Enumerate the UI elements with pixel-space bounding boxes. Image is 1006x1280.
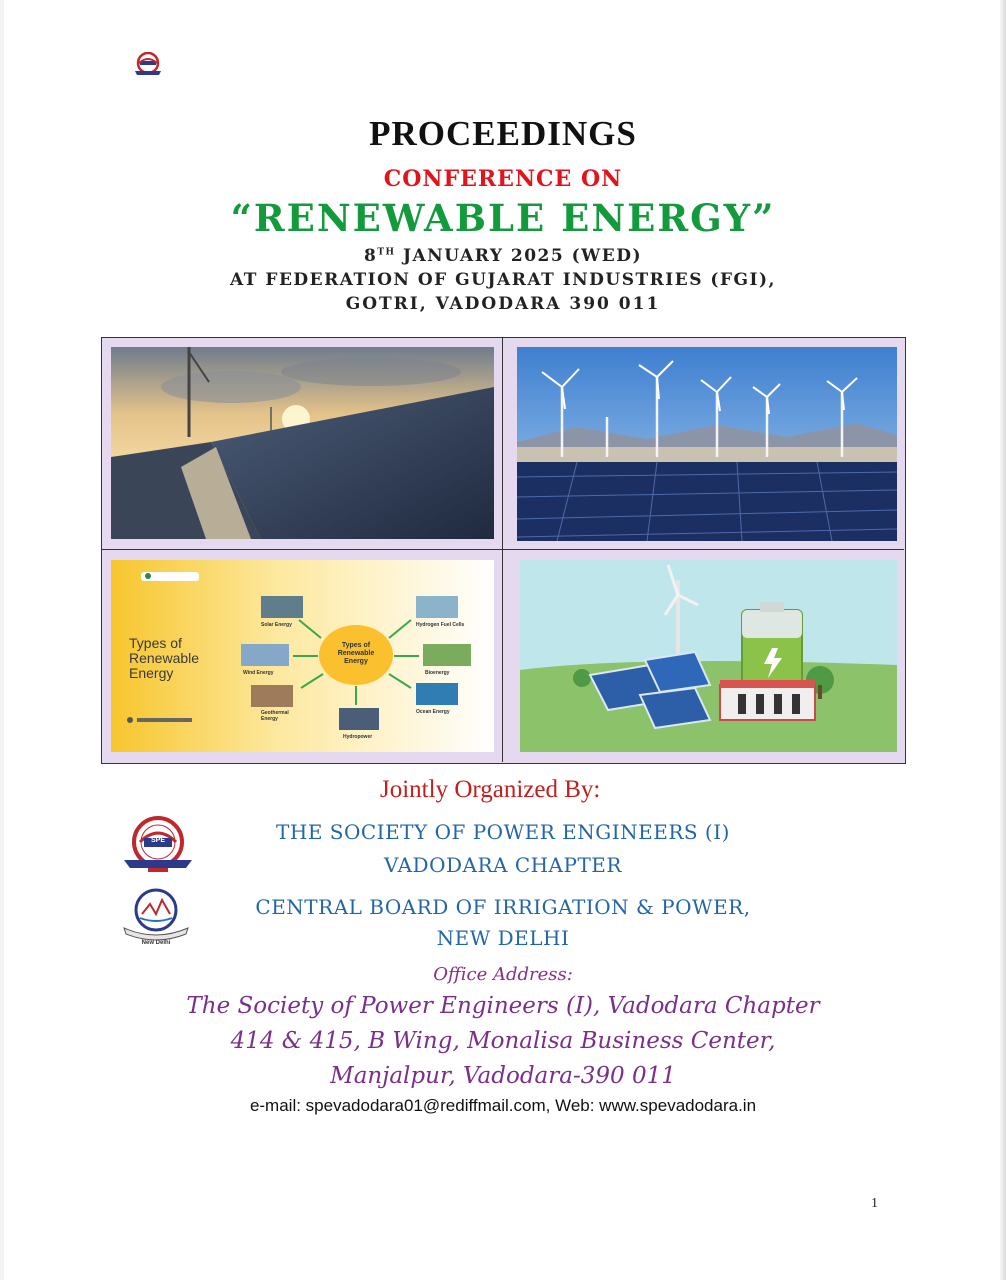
renewable-types-infographic <box>111 560 494 752</box>
label-bioenergy: Bioenergy <box>425 670 450 676</box>
office-address-line-1: The Society of Power Engineers (I), Vadodara Chapter <box>186 993 820 1019</box>
center-label-line-3: Energy <box>344 658 368 665</box>
date-suffix: TH <box>377 247 396 258</box>
spe-logo-text: SPE <box>150 837 165 844</box>
infographic-title-line-1: Types of <box>129 635 182 651</box>
venue-line-1: AT FEDERATION OF GUJARAT INDUSTRIES (FGI), <box>230 270 776 290</box>
label-wind: Wind Energy <box>243 670 274 676</box>
solar-sunset-image <box>111 347 494 539</box>
infographic-center-label <box>333 642 379 666</box>
grid-divider-horizontal <box>101 549 904 550</box>
spe-small-logo <box>133 52 163 78</box>
conference-date <box>0 246 1006 266</box>
infographic-title-line-2: Renewable <box>129 650 200 666</box>
org1-line-2: VADODARA CHAPTER <box>384 853 622 877</box>
org1-line-1: THE SOCIETY OF POWER ENGINEERS (I) <box>276 820 730 844</box>
label-hydropower: Hydropower <box>343 734 373 740</box>
center-label-line-1: Types of <box>341 642 371 649</box>
label-geothermal: Geothermal Energy <box>261 710 289 722</box>
date-rest: JANUARY 2025 (WED) <box>395 246 642 266</box>
office-address-label: Office Address: <box>433 964 573 985</box>
date-day: 8 <box>363 246 378 266</box>
label-hydrogen: Hydrogen Fuel Cells <box>416 622 465 628</box>
conference-theme: “RENEWABLE ENERGY” <box>230 196 776 240</box>
page-number: 1 <box>871 1196 878 1211</box>
venue-line-2: GOTRI, VADODARA 390 011 <box>345 294 661 314</box>
cbip-logo-text: New Delhi <box>141 940 171 946</box>
renewable-illustration-image <box>520 560 897 752</box>
label-solar: Solar Energy <box>261 622 292 628</box>
page-title: PROCEEDINGS <box>369 114 637 153</box>
jointly-organized-heading: Jointly Organized By: <box>380 776 601 803</box>
conference-label: CONFERENCE ON <box>383 166 623 192</box>
contact-info: e-mail: spevadodara01@rediffmail.com, Web: www.spevadodara.in <box>249 1096 757 1115</box>
org2-line-1: CENTRAL BOARD OF IRRIGATION & POWER, <box>255 895 751 919</box>
label-ocean: Ocean Energy <box>416 709 450 715</box>
office-address-line-2: 414 & 415, B Wing, Monalisa Business Center, <box>230 1028 776 1054</box>
office-address-line-3: Manjalpur, Vadodara-390 011 <box>330 1063 676 1089</box>
center-label-line-2: Renewable <box>337 650 375 657</box>
infographic-title <box>129 636 199 681</box>
wind-solar-farm-image <box>517 347 897 541</box>
infographic-title-line-3: Energy <box>129 665 174 681</box>
org2-line-2: NEW DELHI <box>436 926 570 950</box>
